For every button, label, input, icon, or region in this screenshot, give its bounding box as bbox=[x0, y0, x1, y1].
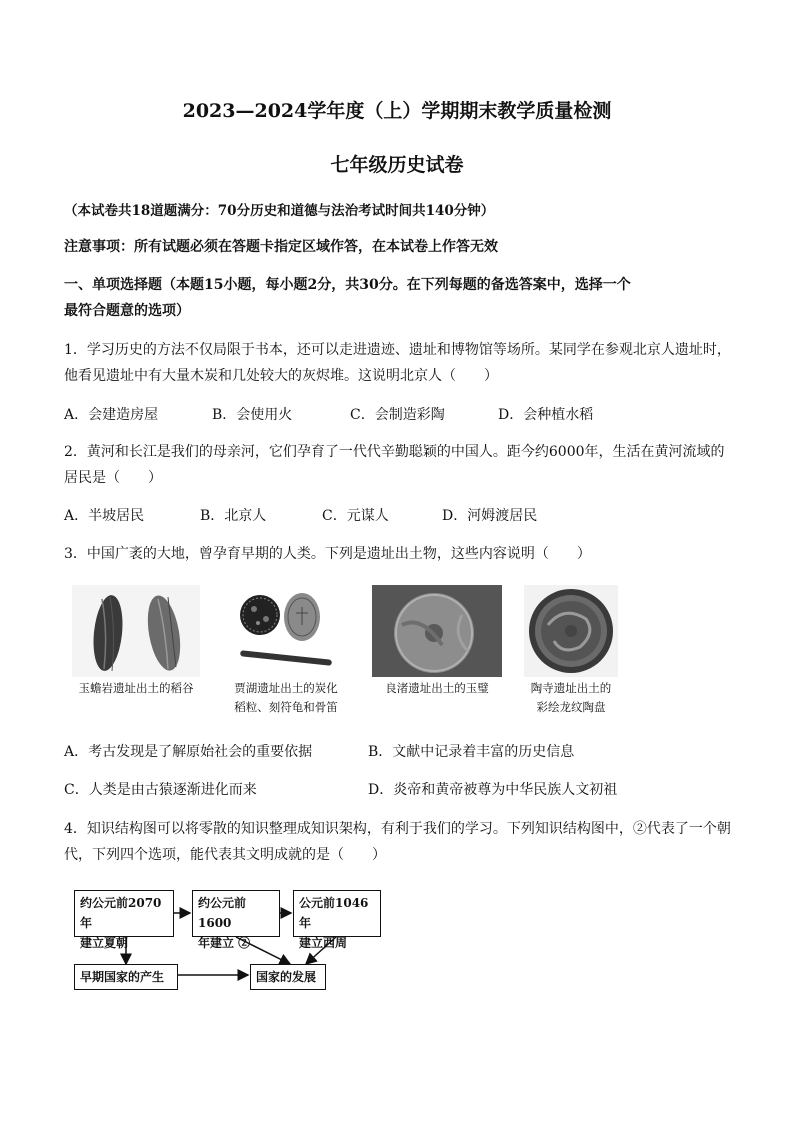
q2-option-b: B．北京人 bbox=[200, 508, 267, 524]
q1-option-c: C．会制造彩陶 bbox=[350, 407, 445, 423]
q2-option-d: D．河姆渡居民 bbox=[442, 508, 538, 524]
q1-stem: 1．学习历史的方法不仅局限于书本，还可以走进遗迹、遗址和博物馆等场所。某同学在参观北京人遗址时， bbox=[64, 342, 731, 358]
q4-stem-cont: 代，下列四个选项，能代表其文明成就的是（ ） bbox=[64, 847, 386, 863]
caption-rice: 玉蟾岩遗址出土的稻谷 bbox=[78, 681, 194, 695]
q2-option-a: A．半坡居民 bbox=[64, 508, 145, 524]
q3-stem: 3．中国广袤的大地，曾孕育早期的人类。下列是遗址出土物，这些内容说明（ ） bbox=[64, 546, 591, 562]
exam-title: 2023—2024学年度（上）学期期末教学质量检测 bbox=[182, 100, 612, 122]
diagram-box-shang: 约公元前1600 年建立 ② bbox=[192, 890, 280, 937]
diagram-box-xia: 约公元前2070年 建立夏朝 bbox=[74, 890, 174, 937]
q1-option-b: B．会使用火 bbox=[212, 407, 293, 423]
q2-option-c: C．元谋人 bbox=[322, 508, 389, 524]
exam-subtitle: 七年级历史试卷 bbox=[330, 154, 464, 176]
q3-option-a: A．考古发现是了解原始社会的重要依据 bbox=[64, 744, 313, 760]
diagram-box-zhou: 公元前1046年 建立西周 bbox=[293, 890, 381, 937]
q1-option-d: D．会种植水稻 bbox=[498, 407, 594, 423]
q3-option-d: D．炎帝和黄帝被尊为中华民族人文初祖 bbox=[368, 782, 618, 798]
q1-stem-cont: 他看见遗址中有大量木炭和几处较大的灰烬堆。这说明北京人（ ） bbox=[64, 368, 498, 384]
notice: 注意事项：所有试题必须在答题卡指定区域作答，在本试卷上作答无效 bbox=[64, 239, 498, 255]
q3-option-b: B．文献中记录着丰富的历史信息 bbox=[368, 744, 575, 760]
caption-jade: 良渚遗址出土的玉璧 bbox=[385, 681, 489, 695]
caption-jiahu: 贾湖遗址出土的炭化 稻粒、刻符龟和骨笛 bbox=[234, 681, 338, 714]
q1-option-a: A．会建造房屋 bbox=[64, 407, 159, 423]
exam-info: （本试卷共18道题满分：70分历史和道德与法治考试时间共140分钟） bbox=[64, 203, 495, 219]
caption-pottery: 陶寺遗址出土的 彩绘龙纹陶盘 bbox=[530, 681, 612, 714]
q4-stem: 4．知识结构图可以将零散的知识整理成知识架构，有利于我们的学习。下列知识结构图中，②代表了一个朝 bbox=[64, 821, 731, 837]
section1-heading-cont: 最符合题意的选项） bbox=[64, 303, 190, 319]
q2-stem: 2．黄河和长江是我们的母亲河，它们孕育了一代代辛勤聪颖的中国人。距今约6000年，生活在黄河流域的 bbox=[64, 444, 725, 460]
q3-option-c: C．人类是由古猿逐渐进化而来 bbox=[64, 782, 257, 798]
q2-stem-cont: 居民是（ ） bbox=[64, 470, 162, 486]
diagram-box-early-state: 早期国家的产生 bbox=[74, 964, 178, 990]
diagram-box-state-development: 国家的发展 bbox=[250, 964, 326, 990]
section1-heading: 一、单项选择题（本题15小题，每小题2分，共30分。在下列每题的备选答案中，选择一个 bbox=[64, 277, 631, 293]
